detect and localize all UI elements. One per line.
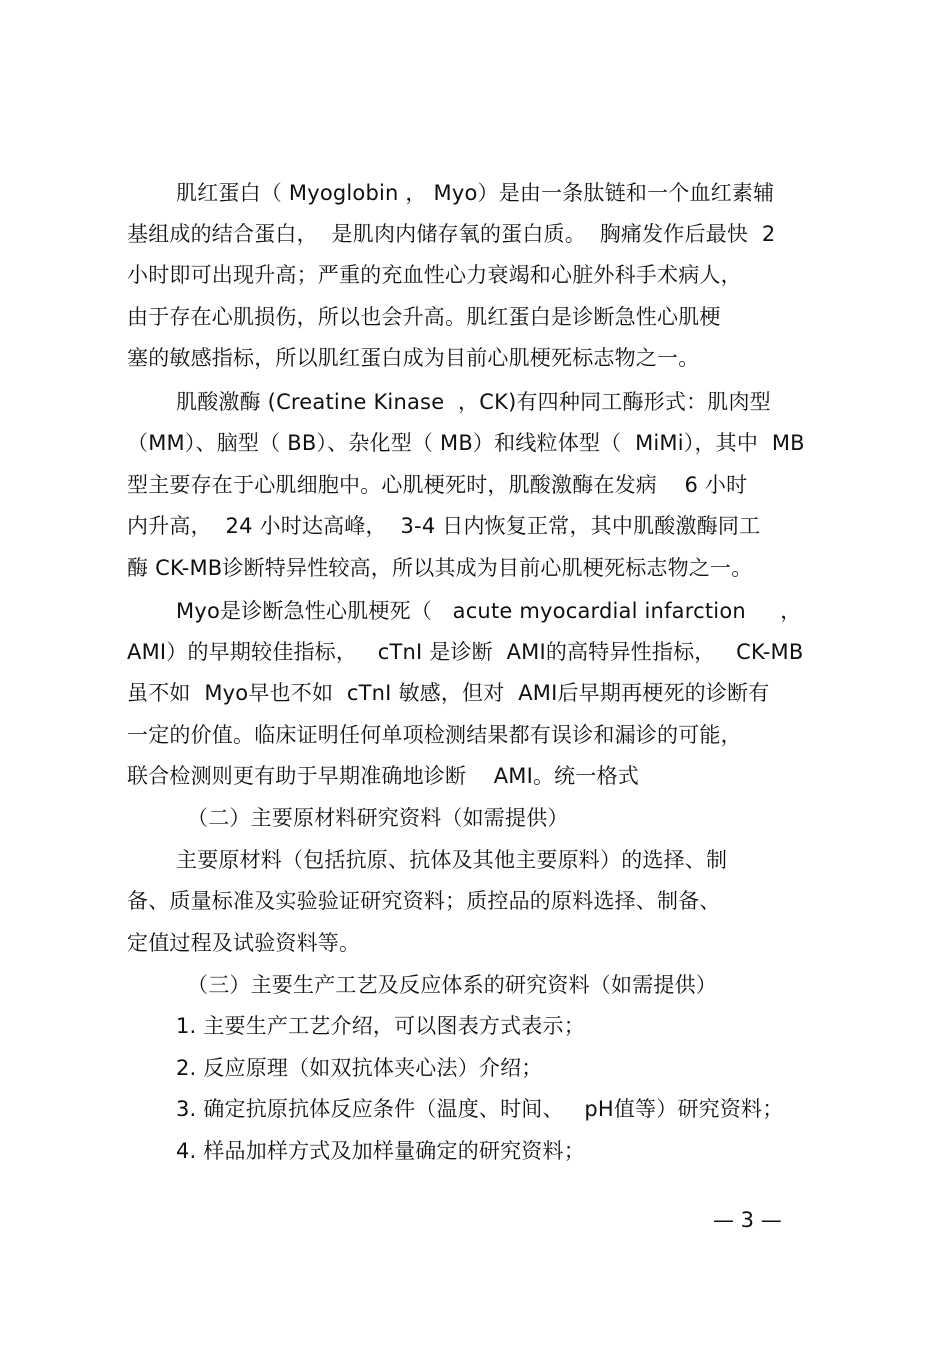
paragraph-4-line-3: 定值过程及试验资料等。 [127,931,361,955]
section-heading-2: （二）主要原材料研究资料（如需提供） [187,806,569,830]
paragraph-3-line-3: 虽不如 Myo早也不如 cTnI 敏感，但对 AMI后早期再梗死的诊断有 [127,681,770,705]
paragraph-3-line-5: 联合检测则更有助于早期准确地诊断 AMI。统一格式 [127,764,639,788]
paragraph-2-line-3: 型主要存在于心肌细胞中。心肌梗死时，肌酸激酶在发病 6 小时 [127,473,748,497]
paragraph-2-line-5: 酶 CK-MB诊断特异性较高，所以其成为目前心肌梗死标志物之一。 [127,556,753,580]
list-item-3: 3. 确定抗原抗体反应条件（温度、时间、 pH值等）研究资料； [176,1097,784,1121]
page-number: — 3 — [713,1208,782,1232]
paragraph-1-line-5: 塞的敏感指标，所以肌红蛋白成为目前心肌梗死标志物之一。 [127,346,700,370]
paragraph-3-line-4: 一定的价值。临床证明任何单项检测结果都有误诊和漏诊的可能， [127,723,742,747]
paragraph-1-line-3: 小时即可出现升高；严重的充血性心力衰竭和心脏外科手术病人， [127,263,742,287]
paragraph-2-line-2: （MM）、脑型（ BB）、杂化型（ MB）和线粒体型（ MiMi），其中 MB [127,431,805,455]
paragraph-4-line-2: 备、质量标准及实验验证研究资料；质控品的原料选择、制备、 [127,889,721,913]
section-heading-3: （三）主要生产工艺及反应体系的研究资料（如需提供） [187,973,717,997]
paragraph-4-line-1: 主要原材料（包括抗原、抗体及其他主要原料）的选择、制 [176,848,728,872]
paragraph-2-line-4: 内升高， 24 小时达高峰， 3-4 日内恢复正常，其中肌酸激酶同工 [127,514,761,538]
list-item-1: 1. 主要生产工艺介绍，可以图表方式表示； [176,1014,585,1038]
paragraph-3-line-2: AMI）的早期较佳指标， cTnI 是诊断 AMI的高特异性指标， CK-MB [127,640,804,664]
list-item-2: 2. 反应原理（如双抗体夹心法）介绍； [176,1056,543,1080]
paragraph-1-line-1: 肌红蛋白（ Myoglobin ， Myo）是由一条肽链和一个血红素辅 [176,181,775,205]
paragraph-2-line-1: 肌酸激酶 (Creatine Kinase ，CK)有四种同工酶形式：肌肉型 [176,390,771,414]
paragraph-1-line-2: 基组成的结合蛋白， 是肌肉内储存氧的蛋白质。 胸痛发作后最快 2 [127,222,776,246]
paragraph-3-line-1: Myo是诊断急性心肌梗死（ acute myocardial infarction ， [176,599,802,623]
paragraph-1-line-4: 由于存在心肌损伤，所以也会升高。肌红蛋白是诊断急性心肌梗 [127,305,721,329]
list-item-4: 4. 样品加样方式及加样量确定的研究资料； [176,1139,585,1163]
